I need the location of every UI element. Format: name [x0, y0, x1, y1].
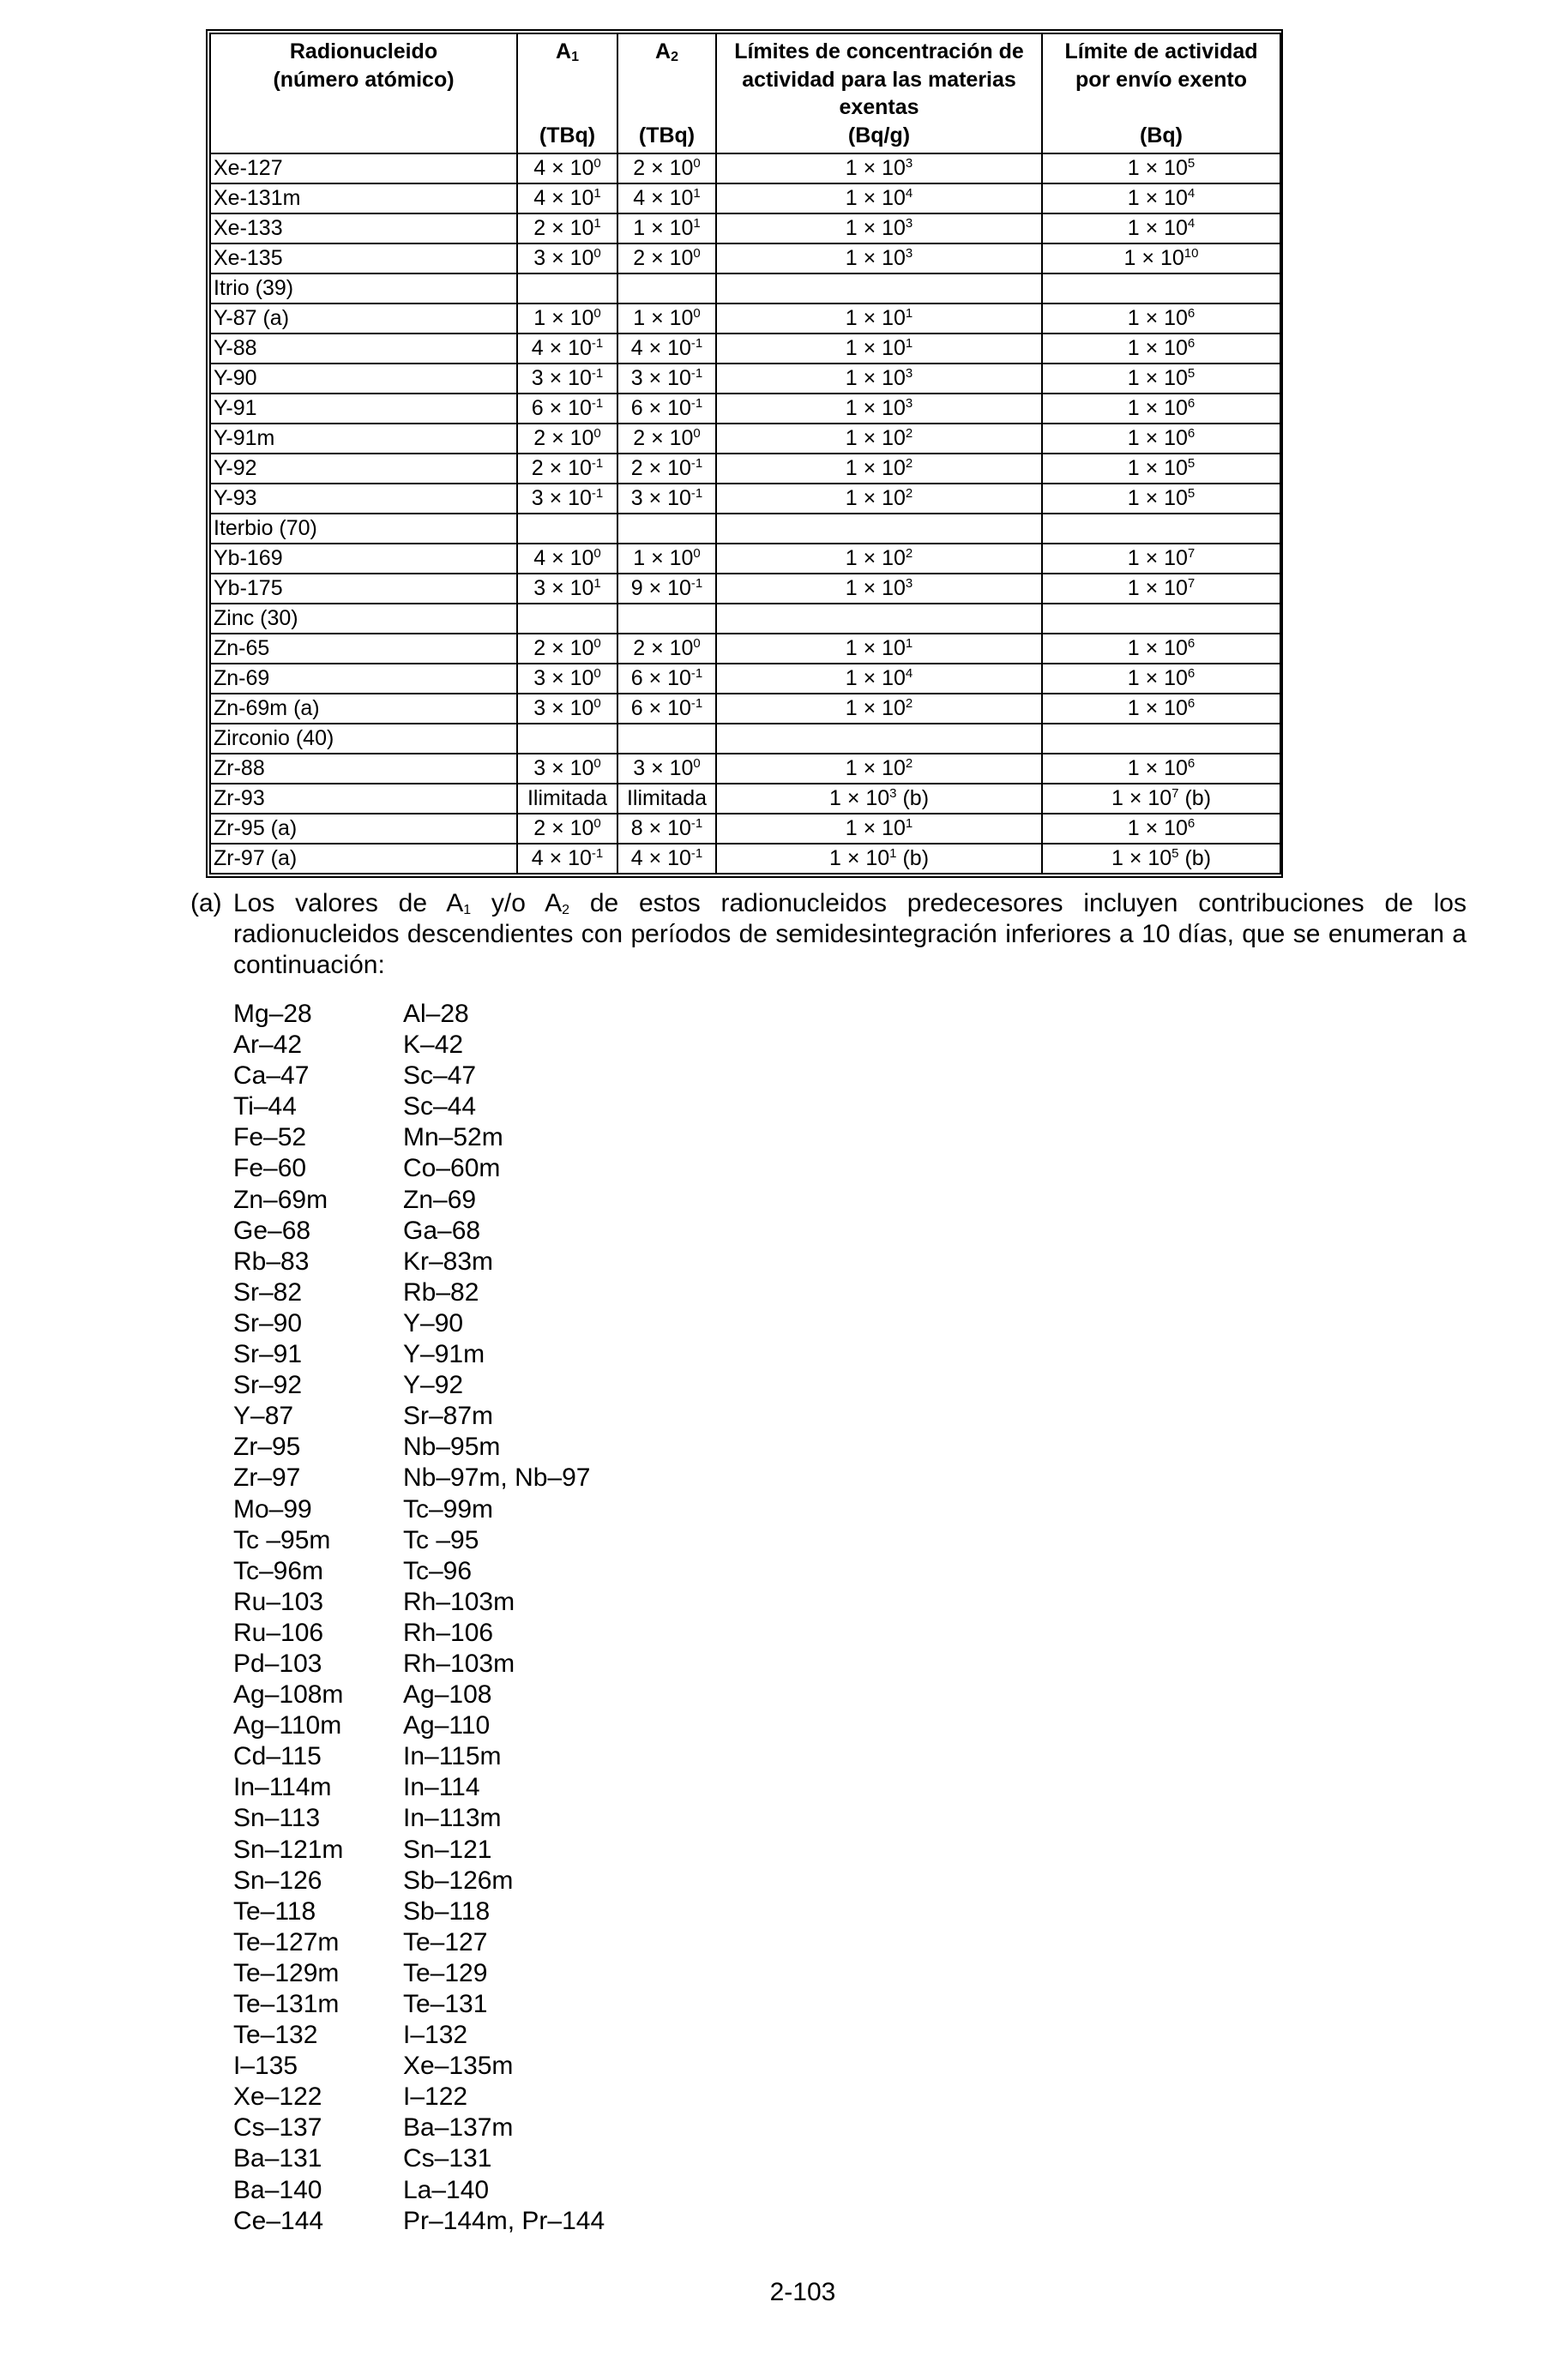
cell-concentration-limit: [716, 724, 1042, 754]
parent-nuclide: Sn–121m: [233, 1835, 344, 1864]
table-row: [210, 364, 1280, 394]
daughter-nuclide: Mn–52m: [403, 1123, 503, 1152]
table-row: [210, 814, 1280, 844]
page-number: 2-103: [769, 2278, 836, 2306]
cell-nuclide: Zr-93: [210, 784, 517, 814]
cell-activity-limit: $1 \times 10^5$ (b): [1042, 844, 1280, 874]
cell-a2: $4 \times 10^{-1}$: [617, 844, 716, 874]
parent-nuclide: Sr–90: [233, 1308, 303, 1337]
cell-concentration-limit: $1 \times 10^3$: [716, 213, 1042, 243]
cell-a1: $4 \times 10^0$: [517, 544, 617, 574]
cell-a1: [517, 514, 617, 544]
cell-a2: $3 \times 10^{-1}$: [617, 484, 716, 514]
cell-nuclide: Zinc (30): [210, 604, 517, 634]
daughter-nuclide: Tc–99m: [403, 1494, 494, 1524]
daughter-nuclide: Sc–44: [403, 1092, 477, 1121]
header-a1: $A_1$ (TBq): [517, 33, 617, 153]
parent-nuclide: Mo–99: [233, 1494, 312, 1524]
cell-concentration-limit: $1 \times 10^3$: [716, 153, 1042, 183]
parent-nuclide: Tc –95m: [233, 1525, 331, 1554]
parent-nuclide: Te–132: [233, 2021, 318, 2050]
daughter-nuclide: Kr–83m: [403, 1247, 494, 1276]
cell-activity-limit: [1042, 514, 1280, 544]
cell-a2: $1 \times 10^1$: [617, 213, 716, 243]
parent-nuclide: Ce–144: [233, 2206, 324, 2235]
cell-concentration-limit: $1 \times 10^3$: [716, 574, 1042, 604]
cell-activity-limit: $1 \times 10^6$: [1042, 394, 1280, 424]
cell-a2: [617, 724, 716, 754]
parent-nuclide: Ru–106: [233, 1618, 324, 1647]
cell-a2: Ilimitada: [617, 784, 716, 814]
header-nuclide: Radionucleido (número atómico): [210, 33, 517, 153]
cell-activity-limit: $1 \times 10^6$: [1042, 304, 1280, 334]
parent-nuclide: Ag–108m: [233, 1680, 344, 1710]
footnote-a: [190, 888, 1467, 981]
parent-nuclide: Zn–69m: [233, 1185, 328, 1214]
parent-nuclide: Zr–95: [233, 1433, 301, 1462]
cell-activity-limit: $1 \times 10^5$: [1042, 153, 1280, 183]
cell-a2: $9 \times 10^{-1}$: [617, 574, 716, 604]
cell-activity-limit: $1 \times 10^6$: [1042, 334, 1280, 364]
daughter-nuclide: Rh–106: [403, 1618, 494, 1647]
cell-a2: $3 \times 10^0$: [617, 754, 716, 784]
cell-a2: [617, 514, 716, 544]
cell-concentration-limit: $1 \times 10^4$: [716, 183, 1042, 213]
cell-nuclide: Itrio (39): [210, 273, 517, 304]
cell-a2: $2 \times 10^0$: [617, 153, 716, 183]
daughter-nuclide: Sc–47: [403, 1061, 477, 1091]
cell-a1: $4 \times 10^{-1}$: [517, 334, 617, 364]
cell-a2: $1 \times 10^0$: [617, 544, 716, 574]
parent-nuclide: Ru–103: [233, 1587, 324, 1616]
cell-a2: $3 \times 10^{-1}$: [617, 364, 716, 394]
daughter-nuclide: Y–90: [403, 1308, 464, 1337]
cell-activity-limit: $1 \times 10^5$: [1042, 454, 1280, 484]
cell-a2: $8 \times 10^{-1}$: [617, 814, 716, 844]
table-row: [210, 514, 1280, 544]
cell-activity-limit: $1 \times 10^5$: [1042, 364, 1280, 394]
header-activity-limit: Límite de actividad por envío exento (Bq): [1042, 33, 1280, 153]
cell-a1: $2 \times 10^{-1}$: [517, 454, 617, 484]
table-row: [210, 273, 1280, 304]
daughter-nuclide: Te–127: [403, 1927, 488, 1956]
cell-a2: $1 \times 10^0$: [617, 304, 716, 334]
parent-nuclide: Sr–82: [233, 1277, 303, 1307]
table-row: [210, 454, 1280, 484]
daughter-nuclide: In–114: [403, 1773, 480, 1802]
cell-nuclide: Zr-95 (a): [210, 814, 517, 844]
cell-concentration-limit: $1 \times 10^2$: [716, 694, 1042, 724]
cell-a2: [617, 273, 716, 304]
daughter-nuclide: I–132: [403, 2021, 468, 2050]
cell-a1: $3 \times 10^0$: [517, 754, 617, 784]
cell-a1: $2 \times 10^0$: [517, 814, 617, 844]
cell-concentration-limit: $1 \times 10^1$: [716, 304, 1042, 334]
daughter-nuclide: Ga–68: [403, 1216, 481, 1245]
table-row: [210, 304, 1280, 334]
parent-nuclide: In–114m: [233, 1773, 332, 1802]
parent-nuclide: Ar–42: [233, 1031, 303, 1060]
cell-nuclide: Y-91m: [210, 424, 517, 454]
cell-a2: $4 \times 10^1$: [617, 183, 716, 213]
parent-nuclide: Te–131m: [233, 1990, 340, 2018]
cell-nuclide: Iterbio (70): [210, 514, 517, 544]
cell-concentration-limit: $1 \times 10^3$: [716, 394, 1042, 424]
daughter-nuclide: Y–91m: [403, 1340, 485, 1369]
daughter-nuclide: La–140: [403, 2175, 490, 2204]
cell-a2: $2 \times 10^0$: [617, 424, 716, 454]
cell-a1: [517, 604, 617, 634]
table-row: [210, 574, 1280, 604]
parent-nuclide: I–135: [233, 2052, 298, 2081]
daughter-nuclide: K–42: [403, 1031, 464, 1060]
cell-concentration-limit: $1 \times 10^1$ (b): [716, 844, 1042, 874]
daughter-nuclide: Tc –95: [403, 1525, 479, 1554]
cell-activity-limit: [1042, 604, 1280, 634]
cell-concentration-limit: $1 \times 10^3$ (b): [716, 784, 1042, 814]
cell-activity-limit: $1 \times 10^6$: [1042, 424, 1280, 454]
table-row: [210, 183, 1280, 213]
cell-activity-limit: [1042, 273, 1280, 304]
parent-nuclide: Y–87: [233, 1402, 294, 1431]
cell-nuclide: Y-87 (a): [210, 304, 517, 334]
cell-activity-limit: $1 \times 10^4$: [1042, 183, 1280, 213]
cell-activity-limit: $1 \times 10^6$: [1042, 814, 1280, 844]
cell-a2: $6 \times 10^{-1}$: [617, 664, 716, 694]
daughter-nuclide: Cs–131: [403, 2144, 492, 2173]
table-row: [210, 484, 1280, 514]
cell-a2: $2 \times 10^0$: [617, 634, 716, 664]
cell-a1: Ilimitada: [517, 784, 617, 814]
cell-activity-limit: $1 \times 10^7$: [1042, 544, 1280, 574]
table-row: [210, 844, 1280, 874]
cell-concentration-limit: $1 \times 10^1$: [716, 334, 1042, 364]
cell-nuclide: Zirconio (40): [210, 724, 517, 754]
cell-a1: $4 \times 10^0$: [517, 153, 617, 183]
table-row: [210, 784, 1280, 814]
cell-nuclide: Xe-133: [210, 213, 517, 243]
cell-activity-limit: $1 \times 10^7$: [1042, 574, 1280, 604]
daughter-nuclide: Rh–103m: [403, 1649, 515, 1678]
cell-nuclide: Y-88: [210, 334, 517, 364]
footnote-marker: (a): [190, 889, 222, 917]
daughter-nuclide: Co–60m: [403, 1154, 501, 1183]
cell-activity-limit: $1 \times 10^6$: [1042, 634, 1280, 664]
parent-nuclide: Fe–60: [233, 1154, 307, 1183]
cell-a1: $3 \times 10^{-1}$: [517, 484, 617, 514]
cell-nuclide: Zn-65: [210, 634, 517, 664]
cell-concentration-limit: $1 \times 10^4$: [716, 664, 1042, 694]
cell-activity-limit: $1 \times 10^6$: [1042, 694, 1280, 724]
cell-activity-limit: $1 \times 10^6$: [1042, 664, 1280, 694]
daughter-nuclide: Nb–95m: [403, 1433, 501, 1462]
cell-nuclide: Yb-175: [210, 574, 517, 604]
daughter-nuclide: Sr–87m: [403, 1402, 494, 1431]
cell-a1: $2 \times 10^0$: [517, 634, 617, 664]
daughter-nuclide: In–115m: [403, 1742, 502, 1771]
cell-concentration-limit: $1 \times 10^1$: [716, 634, 1042, 664]
cell-a2: $2 \times 10^0$: [617, 243, 716, 273]
table-row: [210, 544, 1280, 574]
cell-concentration-limit: $1 \times 10^2$: [716, 754, 1042, 784]
cell-a1: $4 \times 10^{-1}$: [517, 844, 617, 874]
table-row: [210, 394, 1280, 424]
cell-a1: $3 \times 10^1$: [517, 574, 617, 604]
cell-activity-limit: $1 \times 10^6$: [1042, 754, 1280, 784]
cell-a1: $3 \times 10^0$: [517, 243, 617, 273]
parent-nuclide: Ba–140: [233, 2175, 322, 2204]
cell-concentration-limit: [716, 273, 1042, 304]
daughter-nuclide: Rh–103m: [403, 1587, 515, 1616]
table-row: [210, 243, 1280, 273]
parent-nuclide: Te–118: [233, 1896, 316, 1926]
cell-a1: $3 \times 10^0$: [517, 694, 617, 724]
daughter-nuclide: Al–28: [403, 1000, 469, 1028]
table-row: [210, 724, 1280, 754]
daughter-nuclide: Zn–69: [403, 1185, 477, 1214]
cell-nuclide: Zr-97 (a): [210, 844, 517, 874]
table-header-row: [210, 33, 1280, 153]
table-row: [210, 634, 1280, 664]
parent-nuclide: Ti–44: [233, 1092, 297, 1121]
parent-nuclide: Zr–97: [233, 1463, 301, 1493]
cell-a2: [617, 604, 716, 634]
daughter-nuclide: Ba–137m: [403, 2113, 514, 2143]
cell-a1: [517, 273, 617, 304]
cell-concentration-limit: $1 \times 10^1$: [716, 814, 1042, 844]
daughter-nuclide: Sb–118: [403, 1896, 491, 1926]
parent-nuclide: Cs–137: [233, 2113, 322, 2143]
table-body: [210, 153, 1280, 874]
cell-a2: $6 \times 10^{-1}$: [617, 394, 716, 424]
parent-nuclide: Ba–131: [233, 2144, 322, 2173]
daughter-nuclide: Xe–135m: [403, 2052, 514, 2081]
header-a2: $A_2$ (TBq): [617, 33, 716, 153]
parent-nuclide: Ag–110m: [233, 1711, 342, 1740]
parent-nuclide: Te–127m: [233, 1927, 340, 1956]
table-row: [210, 754, 1280, 784]
footnote-text: Los valores de $A_1$ y/o $A_2$ de estos radionucleidos predecesores incluyen contribuciones de los radionucleidos descendientes con períodos de semidesintegración inferiores a 10 días, que se enumeran a continuación:: [233, 889, 1467, 979]
radionuclide-table: [209, 33, 1281, 874]
daughter-nuclide: Ag–110: [403, 1711, 491, 1740]
parent-nuclide: Mg–28: [233, 1000, 312, 1028]
daughter-nuclide: Y–92: [403, 1371, 464, 1400]
table-row: [210, 424, 1280, 454]
cell-nuclide: Y-90: [210, 364, 517, 394]
cell-a1: $2 \times 10^0$: [517, 424, 617, 454]
cell-nuclide: Xe-135: [210, 243, 517, 273]
cell-a2: $6 \times 10^{-1}$: [617, 694, 716, 724]
daughter-nuclide: In–113m: [403, 1804, 502, 1833]
header-concentration-limits: Límites de concentración de actividad para las materias exentas (Bq/g): [716, 33, 1042, 153]
cell-nuclide: Yb-169: [210, 544, 517, 574]
parent-nuclide: Ge–68: [233, 1216, 311, 1245]
cell-a1: $6 \times 10^{-1}$: [517, 394, 617, 424]
cell-a1: $3 \times 10^{-1}$: [517, 364, 617, 394]
parent-nuclide: Fe–52: [233, 1123, 307, 1152]
daughter-nuclide: Sb–126m: [403, 1866, 514, 1895]
cell-nuclide: Y-92: [210, 454, 517, 484]
parent-nuclide: Pd–103: [233, 1649, 322, 1678]
daughter-nuclide: I–122: [403, 2082, 468, 2112]
daughter-nuclide: Ag–108: [403, 1680, 492, 1710]
cell-nuclide: Y-91: [210, 394, 517, 424]
cell-concentration-limit: $1 \times 10^2$: [716, 454, 1042, 484]
cell-concentration-limit: $1 \times 10^3$: [716, 364, 1042, 394]
cell-nuclide: Zn-69: [210, 664, 517, 694]
cell-nuclide: Xe-127: [210, 153, 517, 183]
parent-nuclide: Sn–126: [233, 1866, 322, 1895]
cell-concentration-limit: [716, 604, 1042, 634]
cell-concentration-limit: $1 \times 10^2$: [716, 424, 1042, 454]
cell-activity-limit: $1 \times 10^4$: [1042, 213, 1280, 243]
parent-nuclide: Rb–83: [233, 1247, 310, 1276]
daughter-nuclide: Pr–144m, Pr–144: [403, 2206, 605, 2235]
cell-concentration-limit: $1 \times 10^2$: [716, 484, 1042, 514]
cell-nuclide: Zn-69m (a): [210, 694, 517, 724]
cell-concentration-limit: $1 \times 10^3$: [716, 243, 1042, 273]
daughter-nuclide: Te–131: [403, 1990, 488, 2018]
daughter-nuclide: Sn–121: [403, 1835, 492, 1864]
cell-activity-limit: $1 \times 10^{10}$: [1042, 243, 1280, 273]
parent-nuclide: Tc–96m: [233, 1556, 324, 1585]
cell-activity-limit: [1042, 724, 1280, 754]
parent-nuclide: Cd–115: [233, 1742, 322, 1771]
cell-a1: $2 \times 10^1$: [517, 213, 617, 243]
table-row: [210, 694, 1280, 724]
table-row: [210, 604, 1280, 634]
cell-a1: $1 \times 10^0$: [517, 304, 617, 334]
parent-nuclide: Xe–122: [233, 2082, 322, 2112]
daughter-nuclide: Tc–96: [403, 1556, 473, 1585]
radionuclide-table-frame: [206, 29, 1283, 878]
cell-nuclide: Zr-88: [210, 754, 517, 784]
cell-a2: $2 \times 10^{-1}$: [617, 454, 716, 484]
cell-a1: [517, 724, 617, 754]
daughter-nuclide: Rb–82: [403, 1277, 479, 1307]
cell-a1: $4 \times 10^1$: [517, 183, 617, 213]
table-row: [210, 153, 1280, 183]
daughter-nuclide: Nb–97m, Nb–97: [403, 1463, 591, 1493]
cell-a1: $3 \times 10^0$: [517, 664, 617, 694]
parent-nuclide: Sn–113: [233, 1804, 321, 1833]
daughter-nuclide: Te–129: [403, 1958, 488, 1987]
table-row: [210, 213, 1280, 243]
table-row: [210, 664, 1280, 694]
cell-activity-limit: $1 \times 10^5$: [1042, 484, 1280, 514]
cell-concentration-limit: $1 \times 10^2$: [716, 544, 1042, 574]
cell-nuclide: Y-93: [210, 484, 517, 514]
parent-nuclide: Te–129m: [233, 1958, 340, 1987]
table-row: [210, 334, 1280, 364]
cell-nuclide: Xe-131m: [210, 183, 517, 213]
parent-nuclide: Sr–91: [233, 1340, 303, 1369]
parent-nuclide: Sr–92: [233, 1371, 303, 1400]
parent-nuclide: Ca–47: [233, 1061, 310, 1091]
cell-activity-limit: $1 \times 10^7$ (b): [1042, 784, 1280, 814]
cell-concentration-limit: [716, 514, 1042, 544]
cell-a2: $4 \times 10^{-1}$: [617, 334, 716, 364]
